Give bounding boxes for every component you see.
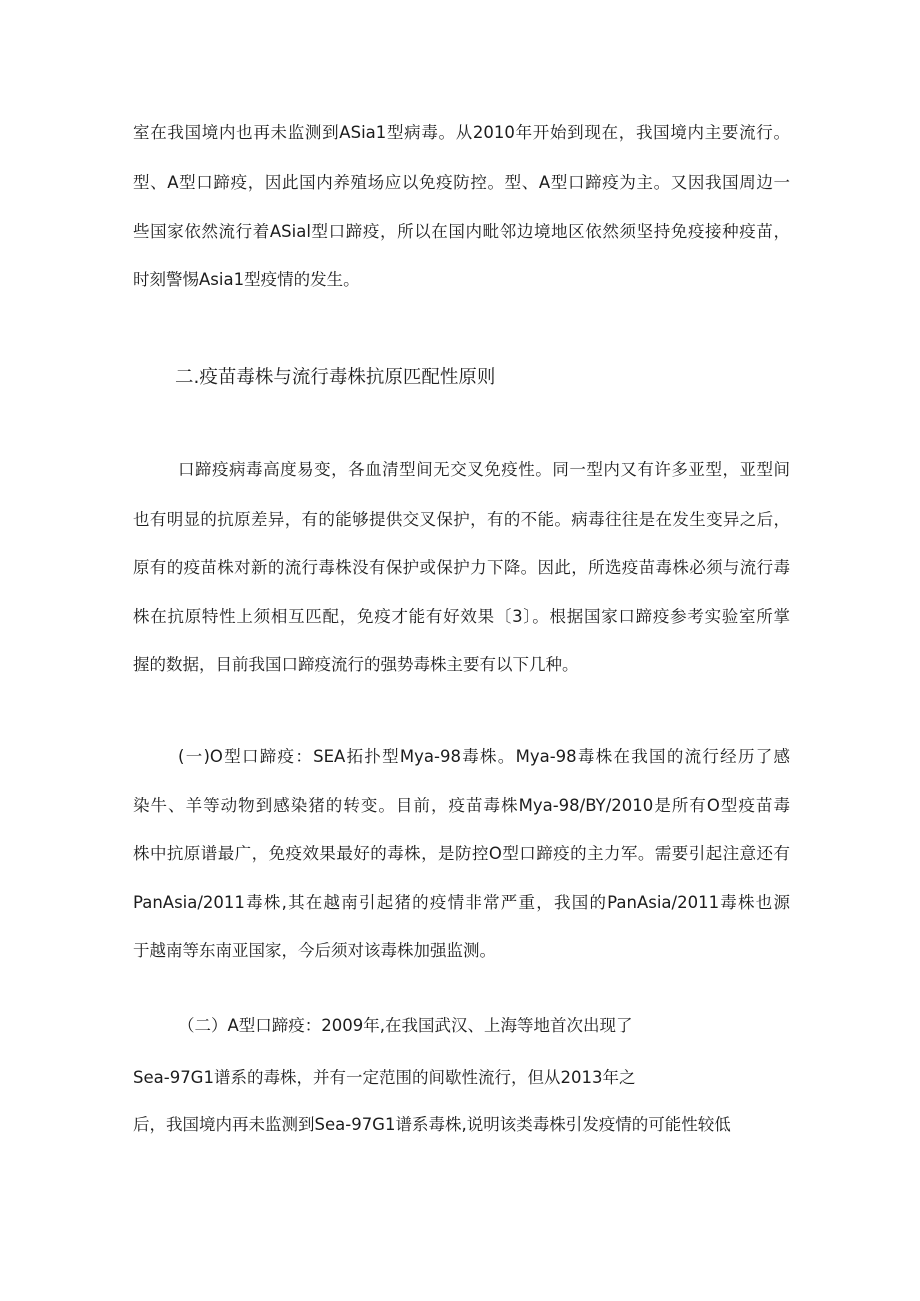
paragraph-2-line-3: 原有的疫苗株对新的流行毒株没有保护或保护力下降。因此，所选疫苗毒株必须与流行毒 (133, 558, 790, 577)
paragraph-1-line-1: 室在我国境内也再未监测到ASia1型病毒。从2010年开始到现在，我国境内主要流行。 (133, 123, 790, 142)
paragraph-4-line-1: （二）A型口蹄疫：2009年,在我国武汉、上海等地首次出现了 (178, 1016, 633, 1035)
paragraph-1-line-3: 些国家依然流行着ASial型口蹄疫，所以在国内毗邻边境地区依然须坚持免疫接种疫苗， (133, 222, 790, 241)
section-heading: 二.疫苗毒株与流行毒株抗原匹配性原则 (175, 367, 496, 388)
paragraph-3-line-4: PanAsia/2011毒株,其在越南引起猪的疫情非常严重，我国的PanAsia/2011毒株也源 (133, 893, 790, 912)
paragraph-2-line-2: 也有明显的抗原差异，有的能够提供交叉保护，有的不能。病毒往往是在发生变异之后， (133, 510, 790, 529)
paragraph-1-line-2: 型、A型口蹄疫，因此国内养殖场应以免疫防控。型、A型口蹄疫为主。又因我国周边一 (133, 173, 790, 192)
paragraph-1-line-4: 时刻警惕Asia1型疫情的发生。 (133, 270, 360, 289)
paragraph-3-line-5: 于越南等东南亚国家，今后须对该毒株加强监测。 (133, 941, 496, 960)
paragraph-4-line-2: Sea-97G1谱系的毒株，并有一定范围的间歇性流行，但从2013年之 (133, 1068, 636, 1087)
paragraph-3-line-1: (一)O型口蹄疫：SEA拓扑型Mya-98毒株。Mya-98毒株在我国的流行经历了感 (178, 747, 790, 766)
paragraph-3-line-2: 染牛、羊等动物到感染猪的转变。目前，疫苗毒株Mya-98/BY/2010是所有O型疫苗毒 (133, 796, 790, 815)
paragraph-2-line-5: 握的数据，目前我国口蹄疫流行的强势毒株主要有以下几种。 (133, 655, 579, 674)
paragraph-2-line-4: 株在抗原特性上须相互匹配，免疫才能有好效果〔3〕。根据国家口蹄疫参考实验室所掌 (133, 607, 790, 626)
paragraph-4-line-3: 后，我国境内再未监测到Sea-97G1谱系毒株,说明该类毒株引发疫情的可能性较低 (133, 1115, 731, 1134)
paragraph-2-line-1: 口蹄疫病毒高度易变，各血清型间无交叉免疫性。同一型内又有许多亚型，亚型间 (178, 460, 790, 479)
paragraph-3-line-3: 株中抗原谱最广，免疫效果最好的毒株，是防控O型口蹄疫的主力军。需要引起注意还有 (133, 844, 790, 863)
